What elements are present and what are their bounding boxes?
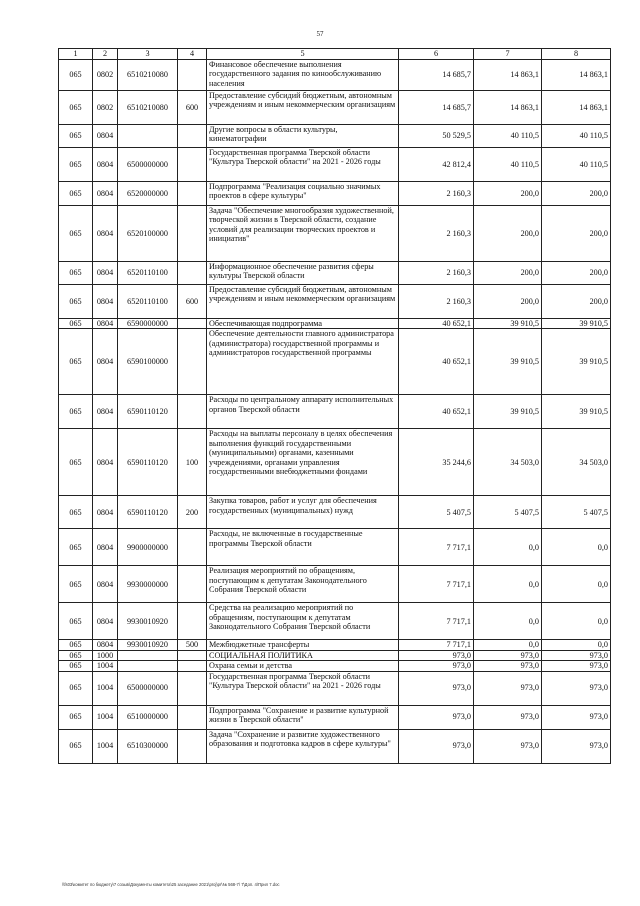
cell-target-article: 6510000000	[118, 705, 178, 729]
cell-expense-type: 100	[178, 429, 207, 496]
cell-amount-col6: 7 717,1	[399, 603, 474, 640]
table-row	[59, 91, 611, 125]
cell-expense-type	[178, 60, 207, 91]
cell-admin-code: 065	[59, 319, 93, 329]
page-number: 57	[316, 30, 324, 38]
cell-amount-col8: 39 910,5	[542, 319, 611, 329]
cell-admin-code: 065	[59, 125, 93, 148]
cell-description: Другие вопросы в области культуры, кинематографии	[207, 125, 399, 148]
cell-target-article: 6520100000	[118, 206, 178, 262]
table-row	[59, 650, 611, 660]
cell-amount-col8: 973,0	[542, 671, 611, 705]
cell-section-code: 0804	[93, 603, 118, 640]
cell-admin-code: 065	[59, 496, 93, 529]
cell-expense-type	[178, 125, 207, 148]
cell-section-code: 0804	[93, 529, 118, 566]
cell-target-article: 9930010920	[118, 640, 178, 650]
table-row	[59, 148, 611, 182]
cell-amount-col6: 7 717,1	[399, 529, 474, 566]
cell-admin-code: 065	[59, 640, 93, 650]
table-row	[59, 729, 611, 763]
cell-amount-col8: 39 910,5	[542, 329, 611, 395]
cell-amount-col6: 40 652,1	[399, 329, 474, 395]
cell-amount-col7: 40 110,5	[474, 125, 542, 148]
table-row	[59, 285, 611, 319]
cell-description: СОЦИАЛЬНАЯ ПОЛИТИКА	[207, 650, 399, 660]
cell-section-code: 0804	[93, 429, 118, 496]
cell-target-article: 9930010920	[118, 603, 178, 640]
cell-target-article: 6520000000	[118, 182, 178, 206]
cell-target-article: 6510210080	[118, 91, 178, 125]
cell-section-code: 0804	[93, 125, 118, 148]
cell-description: Обеспечение деятельности главного администратора (администратора) государственной программы и администраторов государственной программы	[207, 329, 399, 395]
cell-amount-col8: 14 863,1	[542, 91, 611, 125]
table-row	[59, 671, 611, 705]
cell-amount-col6: 973,0	[399, 650, 474, 660]
cell-amount-col6: 5 407,5	[399, 496, 474, 529]
table-row	[59, 496, 611, 529]
cell-admin-code: 065	[59, 206, 93, 262]
cell-amount-col8: 0,0	[542, 566, 611, 603]
cell-admin-code: 065	[59, 395, 93, 429]
cell-amount-col7: 34 503,0	[474, 429, 542, 496]
cell-description: Предоставление субсидий бюджетным, автономным учреждениям и иным некоммерческим организациям	[207, 285, 399, 319]
cell-target-article: 6510210080	[118, 60, 178, 91]
cell-amount-col8: 0,0	[542, 603, 611, 640]
cell-expense-type	[178, 661, 207, 671]
cell-amount-col6: 40 652,1	[399, 395, 474, 429]
column-header: 5	[207, 49, 399, 60]
cell-amount-col7: 40 110,5	[474, 148, 542, 182]
cell-target-article: 9930000000	[118, 566, 178, 603]
cell-amount-col7: 200,0	[474, 206, 542, 262]
cell-expense-type	[178, 566, 207, 603]
cell-amount-col8: 40 110,5	[542, 148, 611, 182]
cell-amount-col7: 200,0	[474, 182, 542, 206]
table-row	[59, 125, 611, 148]
table-row	[59, 529, 611, 566]
footer-file-path: \\fs03\комитет по бюджету\7 созыв\Документы комитета\25 заседание 2021\proj\pr\№ 568-7\ 7\Доп. 4\Прил 7.doc	[62, 882, 280, 887]
cell-amount-col6: 2 160,3	[399, 262, 474, 285]
cell-section-code: 0804	[93, 329, 118, 395]
cell-description: Межбюджетные трансферты	[207, 640, 399, 650]
cell-admin-code: 065	[59, 650, 93, 660]
cell-section-code: 0804	[93, 640, 118, 650]
cell-expense-type	[178, 319, 207, 329]
cell-expense-type: 600	[178, 91, 207, 125]
cell-amount-col8: 973,0	[542, 705, 611, 729]
cell-amount-col8: 34 503,0	[542, 429, 611, 496]
cell-amount-col7: 39 910,5	[474, 329, 542, 395]
cell-description: Государственная программа Тверской области "Культура Тверской области" на 2021 - 2026 годы	[207, 148, 399, 182]
cell-section-code: 0804	[93, 148, 118, 182]
column-header: 1	[59, 49, 93, 60]
cell-description: Финансовое обеспечение выполнения государственного задания по кинообслуживанию населения	[207, 60, 399, 91]
cell-description: Реализация мероприятий по обращениям, поступающим к депутатам Законодательного Собрания Тверской области	[207, 566, 399, 603]
cell-expense-type	[178, 329, 207, 395]
cell-expense-type	[178, 729, 207, 763]
cell-admin-code: 065	[59, 705, 93, 729]
cell-admin-code: 065	[59, 671, 93, 705]
cell-amount-col8: 0,0	[542, 640, 611, 650]
cell-description: Охрана семьи и детства	[207, 661, 399, 671]
cell-amount-col8: 14 863,1	[542, 60, 611, 91]
cell-amount-col6: 14 685,7	[399, 91, 474, 125]
cell-target-article: 6590110120	[118, 395, 178, 429]
cell-amount-col7: 973,0	[474, 650, 542, 660]
cell-description: Обеспечивающая подпрограмма	[207, 319, 399, 329]
table-row	[59, 566, 611, 603]
cell-target-article	[118, 125, 178, 148]
cell-amount-col6: 973,0	[399, 729, 474, 763]
cell-section-code: 0804	[93, 395, 118, 429]
cell-admin-code: 065	[59, 60, 93, 91]
cell-target-article: 6590110120	[118, 429, 178, 496]
cell-amount-col7: 200,0	[474, 262, 542, 285]
cell-section-code: 0804	[93, 319, 118, 329]
cell-amount-col6: 40 652,1	[399, 319, 474, 329]
cell-amount-col7: 0,0	[474, 640, 542, 650]
cell-target-article: 6590100000	[118, 329, 178, 395]
cell-target-article: 6520110100	[118, 262, 178, 285]
cell-section-code: 1000	[93, 650, 118, 660]
cell-description: Информационное обеспечение развития сферы культуры Тверской области	[207, 262, 399, 285]
cell-description: Государственная программа Тверской области "Культура Тверской области" на 2021 - 2026 годы	[207, 671, 399, 705]
cell-description: Расходы на выплаты персоналу в целях обеспечения выполнения функций государственными (муниципальными) органами, казенными учреждениями, органами управления государственными внебюджетными фондами	[207, 429, 399, 496]
cell-target-article: 6500000000	[118, 148, 178, 182]
cell-amount-col8: 5 407,5	[542, 496, 611, 529]
cell-expense-type	[178, 603, 207, 640]
cell-expense-type: 600	[178, 285, 207, 319]
cell-expense-type: 500	[178, 640, 207, 650]
cell-admin-code: 065	[59, 661, 93, 671]
cell-section-code: 1004	[93, 661, 118, 671]
cell-target-article: 6520110100	[118, 285, 178, 319]
cell-amount-col8: 39 910,5	[542, 395, 611, 429]
cell-description: Расходы по центральному аппарату исполнительных органов Тверской области	[207, 395, 399, 429]
cell-amount-col6: 973,0	[399, 705, 474, 729]
cell-expense-type	[178, 705, 207, 729]
cell-amount-col7: 39 910,5	[474, 395, 542, 429]
table-row	[59, 182, 611, 206]
table-header-row	[59, 49, 611, 60]
cell-section-code: 0804	[93, 496, 118, 529]
cell-admin-code: 065	[59, 148, 93, 182]
cell-amount-col7: 973,0	[474, 729, 542, 763]
cell-amount-col6: 50 529,5	[399, 125, 474, 148]
cell-amount-col7: 973,0	[474, 705, 542, 729]
table-row	[59, 262, 611, 285]
cell-target-article: 9900000000	[118, 529, 178, 566]
table-row	[59, 705, 611, 729]
column-header: 3	[118, 49, 178, 60]
cell-section-code: 0802	[93, 60, 118, 91]
cell-admin-code: 065	[59, 329, 93, 395]
cell-description: Подпрограмма "Сохранение и развитие культурной жизни в Тверской области"	[207, 705, 399, 729]
cell-amount-col7: 973,0	[474, 661, 542, 671]
cell-amount-col8: 0,0	[542, 529, 611, 566]
column-header: 8	[542, 49, 611, 60]
cell-amount-col6: 2 160,3	[399, 206, 474, 262]
cell-amount-col8: 200,0	[542, 285, 611, 319]
cell-expense-type	[178, 148, 207, 182]
table-row	[59, 60, 611, 91]
cell-target-article: 6590000000	[118, 319, 178, 329]
cell-description: Расходы, не включенные в государственные программы Тверской области	[207, 529, 399, 566]
cell-amount-col7: 14 863,1	[474, 60, 542, 91]
cell-description: Подпрограмма "Реализация социально значимых проектов в сфере культуры"	[207, 182, 399, 206]
cell-amount-col8: 973,0	[542, 650, 611, 660]
table-row	[59, 603, 611, 640]
cell-section-code: 0804	[93, 182, 118, 206]
cell-target-article: 6510300000	[118, 729, 178, 763]
cell-admin-code: 065	[59, 603, 93, 640]
column-header: 7	[474, 49, 542, 60]
cell-expense-type	[178, 182, 207, 206]
cell-admin-code: 065	[59, 429, 93, 496]
cell-amount-col6: 42 812,4	[399, 148, 474, 182]
cell-amount-col7: 0,0	[474, 603, 542, 640]
cell-target-article: 6500000000	[118, 671, 178, 705]
budget-table	[58, 48, 611, 764]
cell-description: Задача "Сохранение и развитие художественного образования и подготовка кадров в сфере культуры"	[207, 729, 399, 763]
cell-admin-code: 065	[59, 262, 93, 285]
table-row	[59, 429, 611, 496]
column-header: 6	[399, 49, 474, 60]
cell-admin-code: 065	[59, 729, 93, 763]
cell-description: Закупка товаров, работ и услуг для обеспечения государственных (муниципальных) нужд	[207, 496, 399, 529]
cell-expense-type	[178, 650, 207, 660]
cell-section-code: 0804	[93, 206, 118, 262]
cell-amount-col7: 0,0	[474, 529, 542, 566]
cell-amount-col8: 973,0	[542, 729, 611, 763]
cell-expense-type	[178, 206, 207, 262]
cell-expense-type	[178, 529, 207, 566]
cell-amount-col6: 2 160,3	[399, 182, 474, 206]
column-header: 4	[178, 49, 207, 60]
cell-expense-type	[178, 395, 207, 429]
cell-section-code: 1004	[93, 671, 118, 705]
cell-amount-col8: 200,0	[542, 182, 611, 206]
cell-description: Средства на реализацию мероприятий по обращениям, поступающим к депутатам Законодательного Собрания Тверской области	[207, 603, 399, 640]
cell-amount-col6: 14 685,7	[399, 60, 474, 91]
cell-amount-col7: 973,0	[474, 671, 542, 705]
table-row	[59, 640, 611, 650]
cell-expense-type: 200	[178, 496, 207, 529]
cell-amount-col6: 973,0	[399, 671, 474, 705]
table-row	[59, 206, 611, 262]
cell-amount-col6: 2 160,3	[399, 285, 474, 319]
cell-admin-code: 065	[59, 566, 93, 603]
cell-amount-col8: 40 110,5	[542, 125, 611, 148]
cell-amount-col7: 0,0	[474, 566, 542, 603]
table-row	[59, 319, 611, 329]
cell-section-code: 1004	[93, 729, 118, 763]
cell-expense-type	[178, 671, 207, 705]
table-body	[59, 60, 611, 764]
cell-section-code: 1004	[93, 705, 118, 729]
cell-amount-col7: 200,0	[474, 285, 542, 319]
cell-admin-code: 065	[59, 285, 93, 319]
column-header: 2	[93, 49, 118, 60]
cell-amount-col6: 973,0	[399, 661, 474, 671]
cell-amount-col6: 7 717,1	[399, 566, 474, 603]
cell-admin-code: 065	[59, 182, 93, 206]
cell-target-article	[118, 661, 178, 671]
cell-description: Предоставление субсидий бюджетным, автономным учреждениям и иным некоммерческим организациям	[207, 91, 399, 125]
cell-target-article: 6590110120	[118, 496, 178, 529]
cell-section-code: 0804	[93, 566, 118, 603]
table-row	[59, 329, 611, 395]
cell-amount-col6: 7 717,1	[399, 640, 474, 650]
cell-section-code: 0804	[93, 262, 118, 285]
table-row	[59, 661, 611, 671]
cell-amount-col8: 973,0	[542, 661, 611, 671]
cell-expense-type	[178, 262, 207, 285]
cell-amount-col6: 35 244,6	[399, 429, 474, 496]
cell-amount-col8: 200,0	[542, 206, 611, 262]
cell-amount-col8: 200,0	[542, 262, 611, 285]
cell-target-article	[118, 650, 178, 660]
table-row	[59, 395, 611, 429]
cell-admin-code: 065	[59, 91, 93, 125]
cell-admin-code: 065	[59, 529, 93, 566]
cell-section-code: 0802	[93, 91, 118, 125]
cell-amount-col7: 14 863,1	[474, 91, 542, 125]
cell-amount-col7: 5 407,5	[474, 496, 542, 529]
cell-amount-col7: 39 910,5	[474, 319, 542, 329]
cell-section-code: 0804	[93, 285, 118, 319]
cell-description: Задача "Обеспечение многообразия художественной, творческой жизни в Тверской области, создание условий для реализации творческих проектов и инициатив"	[207, 206, 399, 262]
